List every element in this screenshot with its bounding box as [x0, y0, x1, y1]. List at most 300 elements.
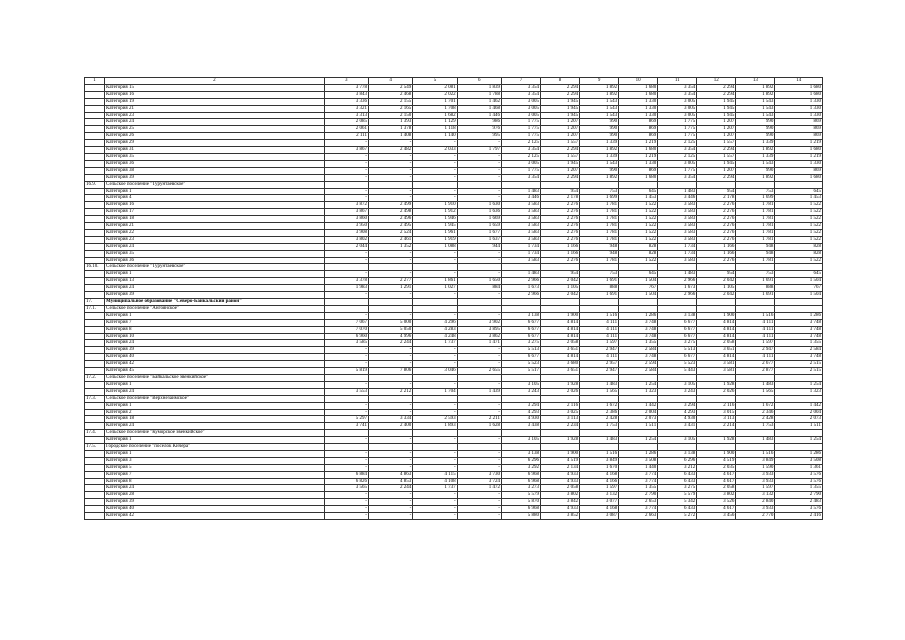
value-cell: - [413, 361, 457, 368]
value-cell: - [413, 457, 457, 464]
value-cell: 1 522 [775, 209, 823, 216]
value-cell: 3 748 [619, 333, 658, 340]
value-cell: 3 243 [501, 388, 540, 395]
row-number-cell [85, 147, 105, 154]
value-cell: - [457, 409, 501, 416]
category-name-cell: Категория 39 [105, 292, 325, 299]
value-cell: 3 583 [658, 229, 697, 236]
value-cell: 1 597 [736, 485, 775, 492]
value-cell: 753 [580, 188, 619, 195]
row-number-cell [85, 153, 105, 160]
value-cell [775, 430, 823, 437]
table-row [85, 354, 823, 361]
settlement-name-cell: Сельское поселение "Турунтаевское" [105, 264, 325, 271]
value-cell: 828 [775, 243, 823, 250]
value-cell [580, 374, 619, 381]
value-cell [580, 299, 619, 306]
value-cell [658, 374, 697, 381]
table-row [85, 326, 823, 333]
value-cell: - [368, 250, 412, 257]
value-cell [368, 264, 412, 271]
row-number-cell [85, 312, 105, 319]
category-name-cell: Категория 28 [105, 492, 325, 499]
settlement-name-cell: Сельское поселение "Верхнезаимское" [105, 395, 325, 402]
value-cell: 3 748 [619, 326, 658, 333]
value-cell: 1 946 [413, 216, 457, 223]
value-cell: - [457, 195, 501, 202]
value-cell: 1 945 [697, 160, 736, 167]
value-cell: 990 [580, 126, 619, 133]
table-row [85, 312, 823, 319]
value-cell: 3 774 [619, 506, 658, 513]
value-cell: 2 276 [697, 229, 736, 236]
value-cell: - [368, 499, 412, 506]
value-cell: - [324, 437, 368, 444]
value-cell: - [368, 140, 412, 147]
value-cell: - [324, 257, 368, 264]
value-cell: 3 902 [457, 319, 501, 326]
value-cell: 1 775 [501, 167, 540, 174]
category-name-cell: Категория 39 [105, 174, 325, 181]
value-cell: 1 207 [541, 133, 580, 140]
value-cell: 1 734 [501, 250, 540, 257]
value-cell: 3 105 [501, 437, 540, 444]
value-cell: - [368, 437, 412, 444]
value-cell: 1 330 [619, 98, 658, 105]
value-cell: - [368, 381, 412, 388]
value-cell: 1 254 [775, 437, 823, 444]
value-cell: 1 408 [368, 133, 412, 140]
row-number-cell [85, 354, 105, 361]
value-cell [324, 299, 368, 306]
category-name-cell: Категория 23 [105, 236, 325, 243]
row-number-cell: 17.4. [85, 430, 105, 437]
value-cell: 1 892 [580, 174, 619, 181]
table-row [85, 361, 823, 368]
table-body [85, 84, 823, 519]
table-row [85, 402, 823, 409]
value-cell: 1 945 [697, 98, 736, 105]
table-row [85, 513, 823, 520]
value-cell [736, 444, 775, 451]
row-number-cell [85, 250, 105, 257]
category-name-cell: Категория 8 [105, 478, 325, 485]
value-cell: 3 336 [324, 98, 368, 105]
table-row [85, 450, 823, 457]
value-cell: 1 680 [775, 174, 823, 181]
value-cell: 1 522 [619, 229, 658, 236]
value-cell: 1 483 [580, 437, 619, 444]
value-cell: - [413, 464, 457, 471]
value-cell: - [413, 354, 457, 361]
value-cell: 1 893 [413, 423, 457, 430]
value-cell: 1 166 [541, 243, 580, 250]
value-cell: 2 593 [413, 416, 457, 423]
category-name-cell: Категория 38 [105, 167, 325, 174]
value-cell: 3 748 [775, 354, 823, 361]
column-number-cell: 14 [775, 78, 823, 85]
value-cell: 3 583 [501, 209, 540, 216]
value-cell: 2 294 [541, 84, 580, 91]
value-cell: 1 672 [580, 402, 619, 409]
value-cell: 3 576 [775, 471, 823, 478]
value-cell: 2 276 [697, 202, 736, 209]
value-cell: 1 440 [619, 464, 658, 471]
category-name-cell: Категория 1 [105, 437, 325, 444]
value-cell: 753 [736, 271, 775, 278]
value-cell [619, 395, 658, 402]
category-name-cell: Категория 45 [105, 368, 325, 375]
value-cell: 1 361 [775, 464, 823, 471]
value-cell: 1 442 [775, 402, 823, 409]
value-cell: - [324, 361, 368, 368]
value-cell: 3 273 [501, 485, 540, 492]
value-cell [619, 299, 658, 306]
value-cell: 1 330 [619, 105, 658, 112]
category-name-cell: Категория 39 [105, 499, 325, 506]
value-cell [541, 264, 580, 271]
column-number-cell: 13 [736, 78, 775, 85]
value-cell: 1 453 [775, 195, 823, 202]
value-cell: - [413, 347, 457, 354]
value-cell: 1 701 [413, 98, 457, 105]
value-cell: 3 583 [658, 209, 697, 216]
value-cell: 1 522 [775, 257, 823, 264]
column-number-cell: 10 [619, 78, 658, 85]
value-cell [658, 444, 697, 451]
value-cell: 1 166 [697, 250, 736, 257]
value-cell: 1 286 [619, 450, 658, 457]
value-cell: 3 950 [324, 223, 368, 230]
row-number-cell: 16.10. [85, 264, 105, 271]
value-cell [501, 299, 540, 306]
category-name-cell: Категория 1 [105, 188, 325, 195]
row-number-cell [85, 423, 105, 430]
value-cell [413, 444, 457, 451]
value-cell: 2 840 [736, 499, 775, 506]
value-cell: - [368, 160, 412, 167]
value-cell: - [324, 188, 368, 195]
value-cell: - [368, 188, 412, 195]
value-cell: - [368, 354, 412, 361]
category-name-cell: Категория 18 [105, 416, 325, 423]
value-cell: 2 125 [501, 153, 540, 160]
value-cell: 3 354 [501, 91, 540, 98]
category-name-cell: Категория 22 [105, 229, 325, 236]
value-cell: 1 734 [658, 243, 697, 250]
value-cell: 2 524 [368, 229, 412, 236]
value-cell: 2 165 [368, 105, 412, 112]
value-cell: 990 [736, 119, 775, 126]
value-cell [658, 395, 697, 402]
category-name-cell: Категория 21 [105, 105, 325, 112]
value-cell: 1 945 [697, 105, 736, 112]
value-cell: 3 431 [658, 423, 697, 430]
value-cell [324, 374, 368, 381]
value-cell: 1 483 [501, 271, 540, 278]
row-number-cell [85, 229, 105, 236]
value-cell: 1 753 [736, 423, 775, 430]
value-cell: 4 814 [697, 333, 736, 340]
value-cell: 1 650 [457, 278, 501, 285]
value-cell: - [457, 381, 501, 388]
value-cell: 2 042 [541, 278, 580, 285]
value-cell: 3 015 [697, 409, 736, 416]
value-cell: - [413, 402, 457, 409]
value-cell [775, 444, 823, 451]
value-cell: 1 254 [775, 381, 823, 388]
value-cell: 2 276 [541, 257, 580, 264]
value-cell: - [324, 457, 368, 464]
value-cell: 3 565 [324, 485, 368, 492]
row-number-cell [85, 223, 105, 230]
value-cell: 3 583 [658, 257, 697, 264]
value-cell: - [413, 437, 457, 444]
value-cell: 2 026 [541, 388, 580, 395]
value-cell: 2 276 [697, 216, 736, 223]
table-row [85, 195, 823, 202]
value-cell: 2 276 [541, 202, 580, 209]
value-cell: 2 212 [368, 388, 412, 395]
value-cell: 869 [619, 133, 658, 140]
value-cell: 1 027 [413, 285, 457, 292]
value-cell: 3 132 [736, 492, 775, 499]
row-number-cell: 17.5. [85, 444, 105, 451]
table-row [85, 409, 823, 416]
category-name-cell: Категория 16 [105, 91, 325, 98]
value-cell: 1 781 [580, 236, 619, 243]
value-cell: 2 400 [368, 423, 412, 430]
value-cell [736, 374, 775, 381]
value-cell: - [368, 457, 412, 464]
value-cell: 3 908 [324, 229, 368, 236]
value-cell: 869 [619, 167, 658, 174]
value-cell: - [457, 153, 501, 160]
value-cell: 2 026 [697, 388, 736, 395]
row-number-cell [85, 216, 105, 223]
value-cell: - [368, 195, 412, 202]
category-name-cell: Категория 4 [105, 195, 325, 202]
value-cell: 3 860 [324, 216, 368, 223]
value-cell: 3 313 [324, 112, 368, 119]
value-cell: 1 928 [541, 381, 580, 388]
value-cell: 4 111 [580, 354, 619, 361]
value-cell: 1 330 [775, 160, 823, 167]
value-cell: 1 522 [775, 236, 823, 243]
value-cell: 1 462 [457, 98, 501, 105]
row-number-cell [85, 126, 105, 133]
settlement-name-cell: Городское поселение "поселок Кичера" [105, 444, 325, 451]
value-cell: 1 928 [697, 381, 736, 388]
value-cell: - [324, 499, 368, 506]
value-cell: 3 275 [501, 340, 540, 347]
category-name-cell: Категория 13 [105, 278, 325, 285]
value-cell: 2 042 [541, 292, 580, 299]
value-cell: 6 960 [324, 333, 368, 340]
value-cell: 1 983 [324, 285, 368, 292]
value-cell: 2 116 [697, 402, 736, 409]
value-cell: 2 496 [368, 216, 412, 223]
row-number-cell [85, 160, 105, 167]
value-cell: 4 617 [697, 471, 736, 478]
value-cell: 948 [736, 250, 775, 257]
value-cell: 1 543 [736, 98, 775, 105]
value-cell: - [413, 250, 457, 257]
value-cell: 1 892 [580, 84, 619, 91]
value-cell: - [457, 492, 501, 499]
value-cell: 2 134 [541, 464, 580, 471]
value-cell: 1 704 [413, 388, 457, 395]
value-cell: - [457, 513, 501, 520]
value-cell: 1 945 [697, 112, 736, 119]
value-cell: 1 900 [697, 312, 736, 319]
value-cell: 3 105 [658, 437, 697, 444]
value-cell: 2 044 [324, 243, 368, 250]
value-cell: - [413, 195, 457, 202]
row-number-cell [85, 133, 105, 140]
value-cell: 1 680 [775, 91, 823, 98]
value-cell: - [413, 153, 457, 160]
category-name-cell: Категория 24 [105, 485, 325, 492]
value-cell [619, 181, 658, 188]
value-cell [457, 305, 501, 312]
value-cell [413, 264, 457, 271]
row-number-cell [85, 388, 105, 395]
value-cell: 3 842 [541, 499, 580, 506]
category-name-cell: Категория 15 [105, 84, 325, 91]
row-number-cell [85, 257, 105, 264]
value-cell [580, 430, 619, 437]
value-cell: - [413, 167, 457, 174]
table-row [85, 147, 823, 154]
category-name-cell: Категория 18 [105, 216, 325, 223]
value-cell: 5 819 [324, 368, 368, 375]
value-cell: 1 691 [736, 278, 775, 285]
value-cell: 2 428 [580, 416, 619, 423]
value-cell: 4 168 [580, 471, 619, 478]
value-cell: 1 680 [775, 84, 823, 91]
value-cell: 2 276 [697, 236, 736, 243]
table-row [85, 271, 823, 278]
value-cell: 1 339 [736, 140, 775, 147]
value-cell: 1 781 [580, 223, 619, 230]
value-cell: 3 138 [658, 450, 697, 457]
value-cell: 1 219 [619, 140, 658, 147]
category-name-cell: Категория 19 [105, 98, 325, 105]
value-cell: 1 522 [775, 223, 823, 230]
row-number-cell [85, 492, 105, 499]
value-cell: 1 516 [580, 312, 619, 319]
category-name-cell: Категория 42 [105, 361, 325, 368]
row-number-cell [85, 105, 105, 112]
value-cell: 4 166 [580, 478, 619, 485]
row-number-cell: 16.9. [85, 181, 105, 188]
value-cell: - [368, 167, 412, 174]
value-cell: - [413, 409, 457, 416]
value-cell: 1 637 [457, 236, 501, 243]
value-cell: 1 892 [736, 147, 775, 154]
value-cell: 1 708 [413, 105, 457, 112]
value-cell: 1 207 [697, 133, 736, 140]
value-cell: 2 058 [541, 485, 580, 492]
value-cell: 2 947 [736, 347, 775, 354]
value-cell: 1 504 [775, 278, 823, 285]
value-cell [736, 430, 775, 437]
value-cell [697, 395, 736, 402]
value-cell: 3 508 [775, 457, 823, 464]
value-cell: 5 523 [658, 361, 697, 368]
value-cell: - [368, 450, 412, 457]
value-cell: 5 880 [501, 513, 540, 520]
value-cell: 1 597 [580, 485, 619, 492]
value-cell [457, 444, 501, 451]
value-cell: 1 522 [619, 216, 658, 223]
value-cell: 3 933 [736, 506, 775, 513]
category-name-cell: Категория 1 [105, 450, 325, 457]
value-cell: 3 354 [501, 174, 540, 181]
value-cell: 2 035 [697, 464, 736, 471]
value-cell [697, 264, 736, 271]
value-cell: 1 839 [457, 84, 501, 91]
value-cell [580, 264, 619, 271]
row-number-cell [85, 347, 105, 354]
value-cell: 1 522 [619, 202, 658, 209]
value-cell: - [324, 167, 368, 174]
value-cell: 3 576 [775, 478, 823, 485]
value-cell: 3 774 [619, 478, 658, 485]
table-row [85, 202, 823, 209]
value-cell [413, 374, 457, 381]
value-cell [541, 299, 580, 306]
table-row [85, 319, 823, 326]
row-number-cell [85, 464, 105, 471]
category-name-cell: Категория 1 [105, 312, 325, 319]
value-cell: 3 334 [368, 416, 412, 423]
value-cell: 990 [736, 126, 775, 133]
value-cell [619, 444, 658, 451]
row-number-cell [85, 326, 105, 333]
table-row [85, 437, 823, 444]
value-cell [457, 430, 501, 437]
value-cell: 1 166 [541, 250, 580, 257]
value-cell [501, 181, 540, 188]
value-cell: 4 111 [736, 354, 775, 361]
category-name-cell: Категория 24 [105, 388, 325, 395]
table-row [85, 506, 823, 513]
value-cell: 1 590 [736, 464, 775, 471]
value-cell: 6 677 [501, 333, 540, 340]
value-cell: 3 438 [501, 423, 540, 430]
value-cell: 5 513 [501, 347, 540, 354]
value-cell: 4 293 [501, 409, 540, 416]
table-row [85, 478, 823, 485]
value-cell: 3 651 [541, 347, 580, 354]
value-cell [501, 305, 540, 312]
row-number-cell [85, 271, 105, 278]
value-cell: 2 483 [775, 499, 823, 506]
value-cell: 1 781 [736, 257, 775, 264]
value-cell: 3 852 [541, 513, 580, 520]
value-cell: 1 516 [580, 450, 619, 457]
value-cell: 1 775 [658, 126, 697, 133]
value-cell: - [368, 312, 412, 319]
category-name-cell: Категория 21 [105, 223, 325, 230]
value-cell [457, 299, 501, 306]
value-cell: 6 677 [501, 319, 540, 326]
value-cell: 1 734 [501, 243, 540, 250]
value-cell: 5 870 [501, 499, 540, 506]
value-cell: 2 294 [541, 174, 580, 181]
